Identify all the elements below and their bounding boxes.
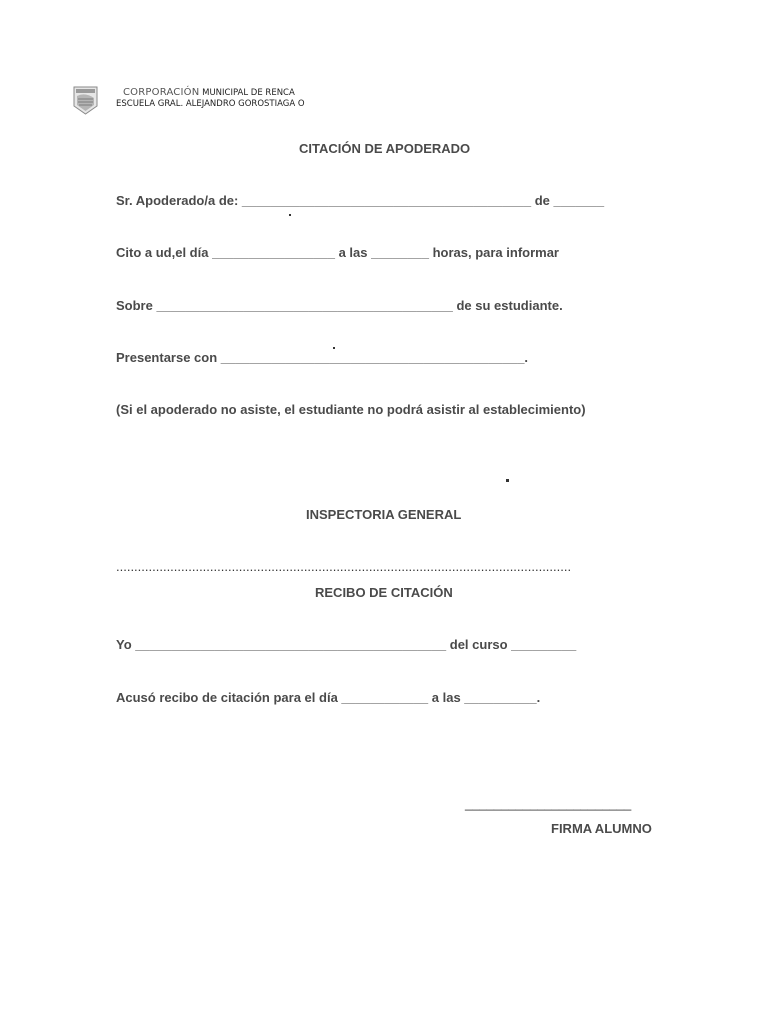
school-crest-logo xyxy=(73,86,98,115)
signature-line: _______________________ xyxy=(465,796,632,811)
student-line: Yo ___________________________________________ del curso _________ xyxy=(116,637,577,652)
corporation-name xyxy=(123,87,295,98)
stray-dot xyxy=(289,214,291,216)
school-name: ESCUELA GRAL. ALEJANDRO GOROSTIAGA O xyxy=(116,99,305,109)
receipt-title: RECIBO DE CITACIÓN xyxy=(315,585,453,600)
corporation-prefix: CORPORACIÓN xyxy=(123,87,200,98)
attendance-note: (Si el apoderado no asiste, el estudiante no podrá asistir al establecimiento) xyxy=(116,402,586,417)
appointment-line: Cito a ud,el día _________________ a las ________ horas, para informar xyxy=(116,245,559,260)
corporation-suffix: MUNICIPAL DE RENCA xyxy=(202,88,295,98)
guardian-line: Sr. Apoderado/a de: ________________________________________ de _______ xyxy=(116,193,605,208)
citation-title: CITACIÓN DE APODERADO xyxy=(299,141,471,156)
stray-dot xyxy=(333,347,335,349)
subject-line: Sobre _________________________________________ de su estudiante. xyxy=(116,298,563,313)
dotted-separator: .............................................................................................................................. xyxy=(116,559,572,574)
inspectoria-label: INSPECTORIA GENERAL xyxy=(306,507,462,522)
present-with-line: Presentarse con __________________________________________. xyxy=(116,350,529,365)
student-signature-label: FIRMA ALUMNO xyxy=(551,821,652,836)
stray-dot xyxy=(506,479,509,482)
acknowledge-line: Acusó recibo de citación para el día ____________ a las __________. xyxy=(116,690,541,705)
